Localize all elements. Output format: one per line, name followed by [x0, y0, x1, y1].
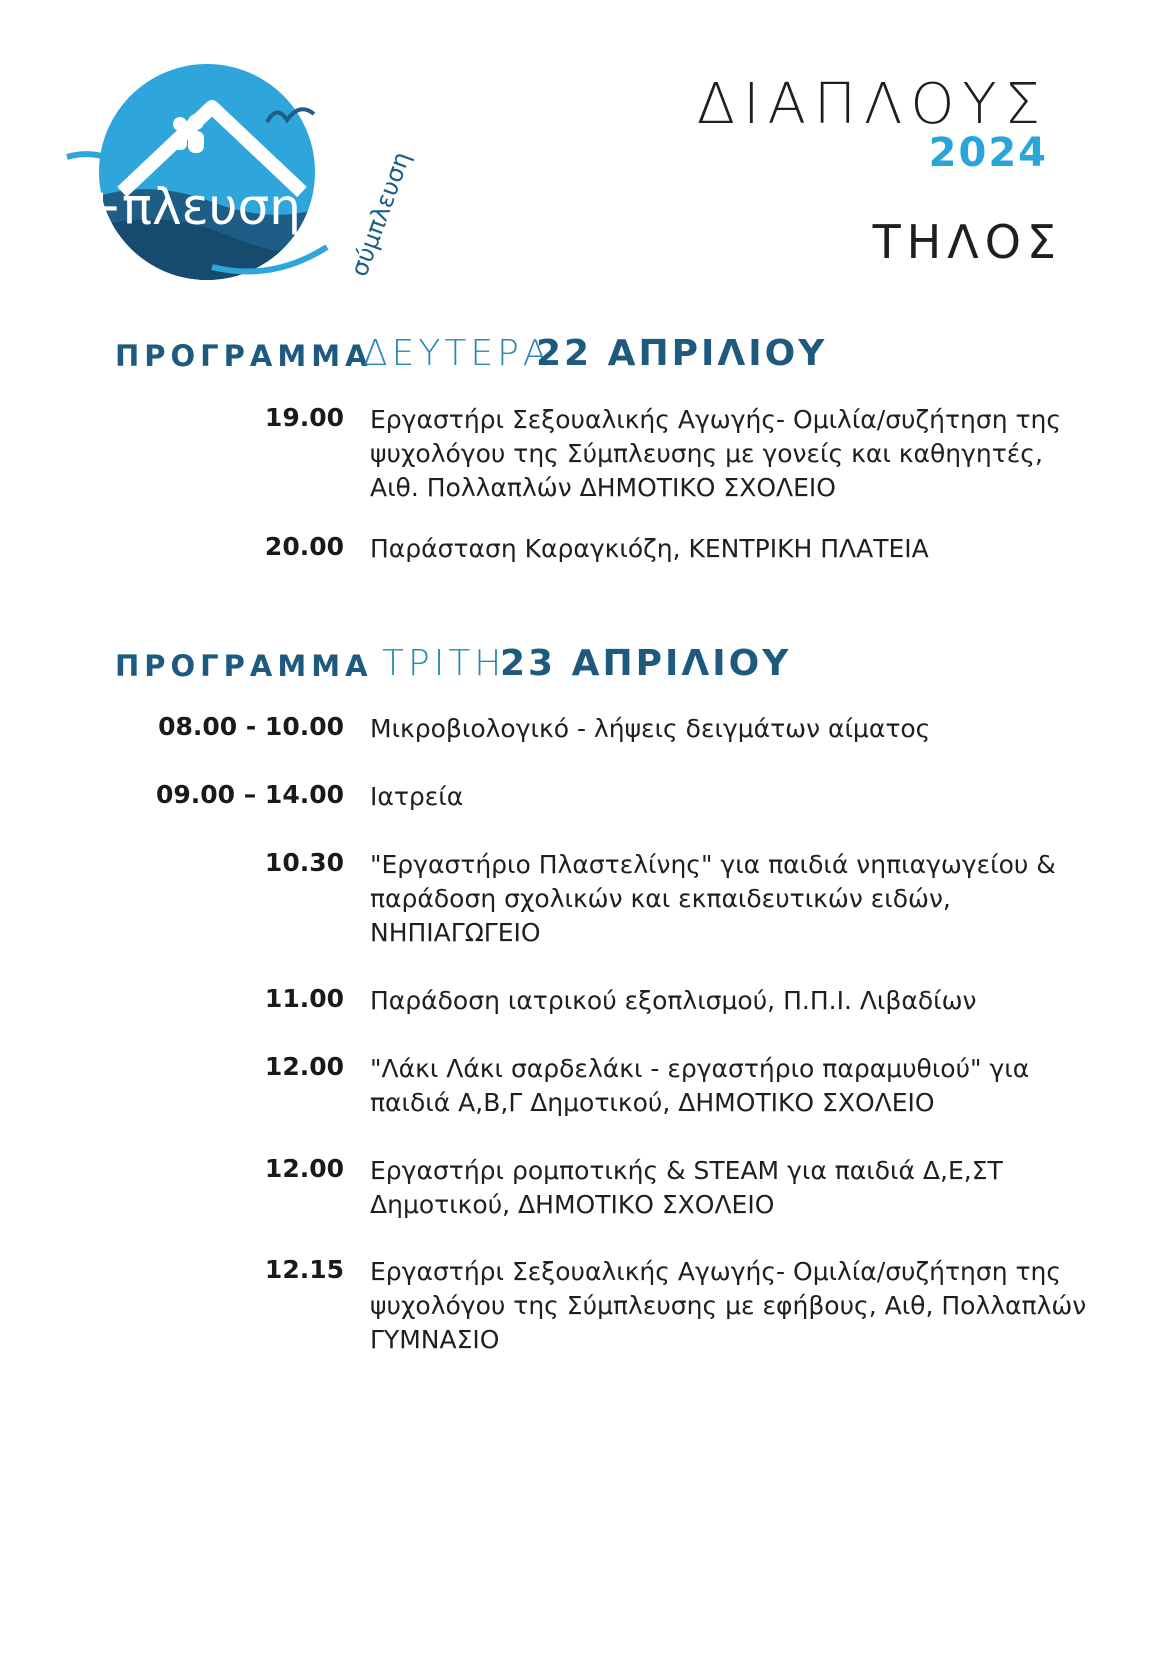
- page-year: 2024: [928, 130, 1048, 176]
- section-date: 22 ΑΠΡΙΛΙΟΥ: [536, 333, 828, 374]
- event-time: 08.00 - 10.00: [158, 712, 344, 741]
- logo-subtitle-text: σύμπλευση: [344, 148, 416, 281]
- event-time: 12.15: [264, 1255, 344, 1284]
- organization-logo: [62, 62, 416, 302]
- event-description: Παράδοση ιατρικού εξοπλισμού, Π.Π.Ι. Λιβαδίων: [370, 986, 977, 1015]
- event-time: 10.30: [264, 848, 344, 877]
- event-time: 19.00: [264, 403, 344, 432]
- event-time: 20.00: [264, 532, 344, 561]
- event-description: Ιατρεία: [370, 782, 464, 811]
- section-heading: [0, 635, 1170, 695]
- event-description: Εργαστήρι Σεξουαλικής Αγωγής- Ομιλία/συζήτηση της ψυχολόγου της Σύμπλευσης με εφήβους, Αιθ, Πολλαπλών ΓΥΜΝΑΣΙΟ: [370, 1257, 1087, 1354]
- program-section-monday: [0, 325, 1170, 563]
- event-description: "Λάκι Λάκι σαρδελάκι - εργαστήριο παραμυθιού" για παιδιά Α,Β,Γ Δημοτικού, ΔΗΜΟΤΙΚΟ ΣΧΟΛΕΙΟ: [370, 1054, 1030, 1117]
- event-description: Εργαστήρι ρομποτικής & STEAM για παιδιά Δ,Ε,ΣΤ Δημοτικού, ΔΗΜΟΤΙΚΟ ΣΧΟΛΕΙΟ: [370, 1156, 1003, 1219]
- event-description: Μικροβιολογικό - λήψεις δειγμάτων αίματος: [370, 714, 931, 743]
- event-time: 11.00: [264, 984, 344, 1013]
- event-time: 09.00 – 14.00: [155, 780, 344, 809]
- section-heading: [0, 325, 1170, 385]
- section-label: ΠΡΟΓΡΑΜΜΑ: [115, 339, 373, 373]
- event-description: Παράσταση Καραγκιόζη, ΚΕΝΤΡΙΚΗ ΠΛΑΤΕΙΑ: [370, 534, 929, 563]
- program-section-tuesday: [0, 635, 1170, 1354]
- section-date: 23 ΑΠΡΙΛΙΟΥ: [500, 643, 792, 684]
- event-time: 12.00: [264, 1052, 344, 1081]
- section-label: ΠΡΟΓΡΑΜΜΑ: [115, 649, 373, 683]
- page-title: ΔΙΑΠΛΟΥΣ: [696, 72, 1048, 137]
- logo-brand-text: +πλευση: [80, 178, 301, 236]
- event-description: Εργαστήρι Σεξουαλικής Αγωγής- Ομιλία/συζήτηση της ψυχολόγου της Σύμπλευσης με γονείς και καθηγητές, Αιθ. Πολλαπλών ΔΗΜΟΤΙΚΟ ΣΧΟΛΕΙΟ: [370, 405, 1062, 502]
- event-description: "Εργαστήριο Πλαστελίνης" για παιδιά νηπιαγωγείου & παράδοση σχολικών και εκπαιδευτικών ειδών, ΝΗΠΙΑΓΩΓΕΙΟ: [370, 850, 1056, 947]
- section-day: ΤΡΙΤΗ: [382, 643, 506, 684]
- section-day: ΔΕΥΤΕΡΑ: [363, 333, 552, 374]
- page-location: ΤΗΛΟΣ: [872, 215, 1062, 269]
- event-time: 12.00: [264, 1154, 344, 1183]
